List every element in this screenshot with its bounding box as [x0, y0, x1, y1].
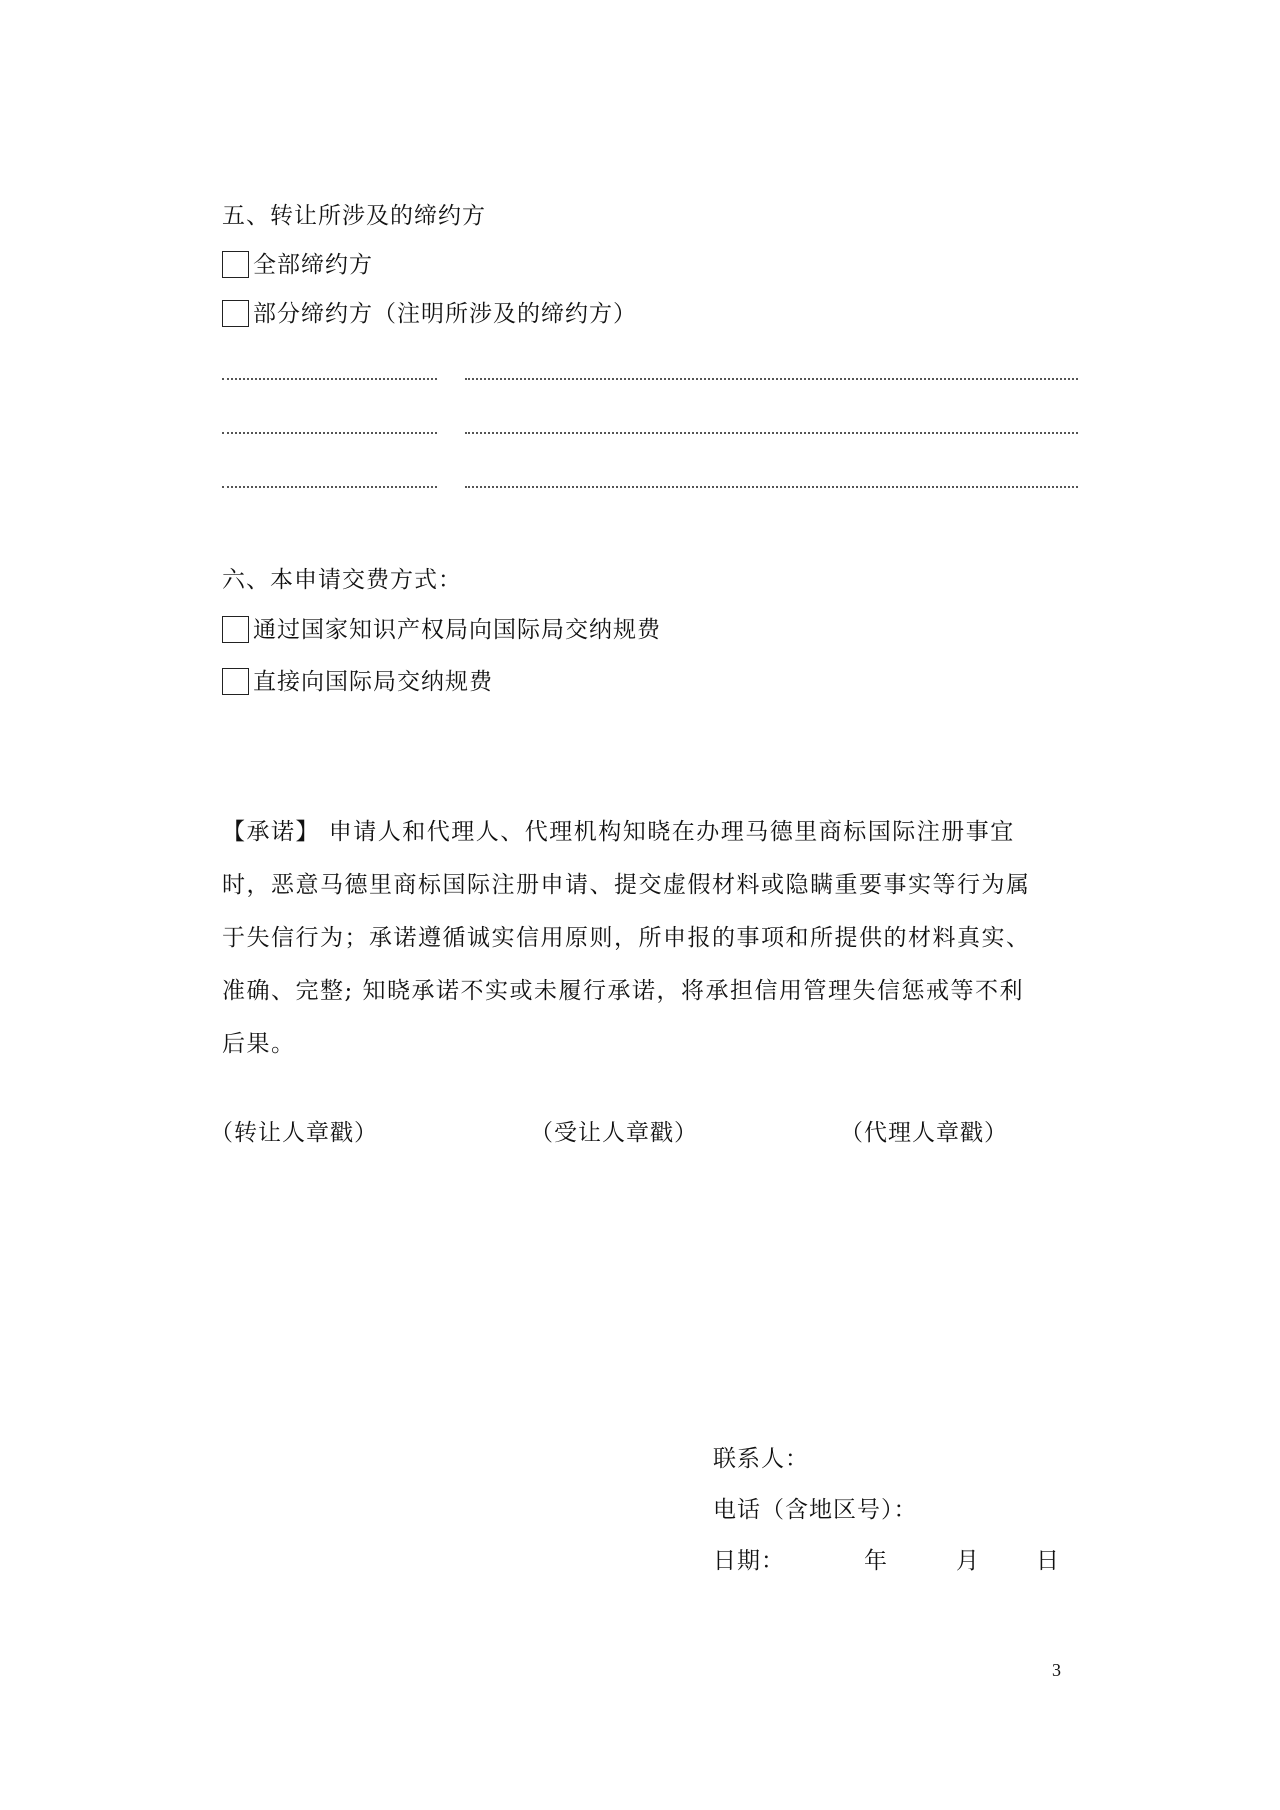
phone-label: 电话（含地区号）：	[713, 1497, 918, 1523]
blank-line-right-1[interactable]	[465, 378, 1078, 380]
blank-line-right-2[interactable]	[465, 432, 1078, 434]
option-label-partial-parties: 部分缔约方（注明所涉及的缔约方）	[253, 301, 637, 327]
seal-transferee: （受让人章戳）	[530, 1120, 698, 1146]
contact-person-label: 联系人：	[713, 1446, 809, 1472]
commitment-paragraph	[222, 806, 1070, 1071]
option-label-pay-direct: 直接向国际局交纳规费	[253, 669, 493, 695]
blank-line-left-3[interactable]	[222, 486, 437, 488]
commitment-line-5: 后果。	[222, 1031, 296, 1057]
option-label-all-parties: 全部缔约方	[253, 252, 373, 278]
blank-line-left-2[interactable]	[222, 432, 437, 434]
page-number: 3	[1052, 1660, 1061, 1680]
day-label: 日	[1036, 1548, 1060, 1574]
seal-transferor: （转让人章戳）	[210, 1120, 378, 1146]
blank-line-right-3[interactable]	[465, 486, 1078, 488]
checkbox-pay-direct[interactable]	[222, 668, 249, 695]
commitment-line-4: 准确、完整; 知晓承诺不实或未履行承诺，将承担信用管理失信惩戒等不利	[222, 978, 1025, 1004]
seal-agent: （代理人章戳）	[840, 1120, 1008, 1146]
commitment-line-2: 时，恶意马德里商标国际注册申请、提交虚假材料或隐瞒重要事实等行为属	[222, 872, 1031, 898]
commitment-line-3: 于失信行为；承诺遵循诚实信用原则，所申报的事项和所提供的材料真实、	[222, 925, 1031, 951]
commitment-line-1: 【承诺】 申请人和代理人、代理机构知晓在办理马德里商标国际注册事宜	[222, 819, 1015, 845]
checkbox-all-parties[interactable]	[222, 251, 249, 278]
blank-line-left-1[interactable]	[222, 378, 437, 380]
option-label-pay-via-cnipa: 通过国家知识产权局向国际局交纳规费	[253, 617, 661, 643]
checkbox-pay-via-cnipa[interactable]	[222, 616, 249, 643]
section5-heading: 五、转让所涉及的缔约方	[222, 203, 486, 229]
section6-heading: 六、本申请交费方式：	[222, 567, 462, 593]
year-label: 年	[864, 1548, 888, 1574]
checkbox-partial-parties[interactable]	[222, 300, 249, 327]
month-label: 月	[956, 1548, 980, 1574]
date-label: 日期：	[713, 1548, 785, 1574]
